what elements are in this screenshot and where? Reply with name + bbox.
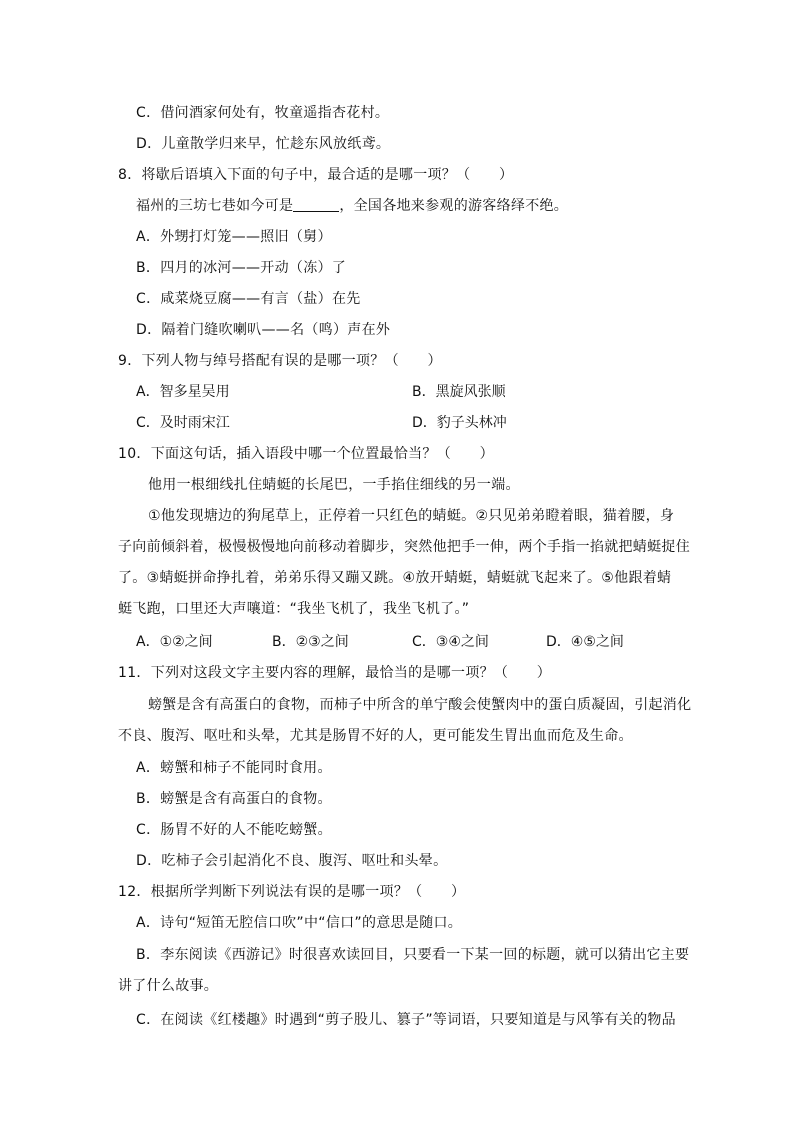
question-11-passage-line-2: 不良、腹泻、呕吐和头晕，尤其是肠胃不好的人，更可能发生胃出血而危及生命。 [118, 728, 633, 744]
question-10-passage-line-3: 了。③蜻蜓拼命挣扎着，弟弟乐得又蹦又跳。④放开蜻蜓，蜻蜓就飞起来了。⑤他跟着蜻 [118, 570, 672, 586]
question-11-option-b: B．螃蟹是含有高蛋白的食物。 [136, 791, 332, 807]
stem-part-b: ，全国各地来参观的游客络绎不绝。 [339, 198, 569, 214]
question-9-option-a: A．智多星吴用 [136, 384, 230, 400]
question-9: 9．下列人物与绰号搭配有误的是哪一项？（ ） [118, 353, 442, 369]
question-12-option-b-line-2: 讲了什么故事。 [118, 978, 219, 994]
question-8-option-d: D．隔着门缝吹喇叭——名（鸣）声在外 [136, 322, 391, 338]
question-8-option-c: C．咸菜烧豆腐——有言（盐）在先 [136, 291, 361, 307]
question-8: 8．将歇后语填入下面的句子中，最合适的是哪一项？（ ） [118, 167, 514, 183]
fill-blank [293, 197, 339, 212]
question-10-sentence: 他用一根细线扎住蜻蜓的长尾巴，一手掐住细线的另一端。 [148, 477, 520, 493]
question-12-option-c-line-1: C．在阅读《红楼趣》时遇到“剪子股儿、篡子”等词语，只要知道是与风筝有关的物品 [136, 1012, 676, 1028]
question-11-option-c: C．肠胃不好的人不能吃螃蟹。 [136, 822, 332, 838]
question-8-option-b: B．四月的冰河——开动（冻）了 [136, 260, 347, 276]
question-9-option-d: D．豹子头林冲 [412, 415, 507, 431]
question-12-option-b-line-1: B．李东阅读《西游记》时很喜欢读回目，只要看一下某一回的标题，就可以猜出它主要 [136, 947, 690, 963]
option-d-line: D．儿童散学归来早，忙趁东风放纸鸢。 [136, 136, 391, 152]
option-c-line: C．借问酒家何处有，牧童遥指杏花村。 [136, 105, 390, 121]
question-12: 12．根据所学判断下列说法有误的是哪一项？（ ） [118, 884, 466, 900]
question-10-passage-line-2: 子向前倾斜着，极慢极慢地向前移动着脚步，突然他把手一伸，两个手指一掐就把蜻蜓捉住 [118, 539, 690, 555]
question-10-option-b: B．②③之间 [272, 634, 349, 650]
question-9-option-b: B．黑旋风张顺 [412, 384, 506, 400]
question-8-option-a: A．外甥打灯笼——照旧（舅） [136, 229, 332, 245]
question-12-option-a: A．诗句“短笛无腔信口吹”中“信口”的意思是随口。 [136, 915, 463, 931]
question-11-option-d: D．吃柿子会引起消化不良、腹泻、呕吐和头晕。 [136, 853, 448, 869]
question-10-passage-line-4: 蜓飞跑，口里还大声嚷道：“我坐飞机了，我坐飞机了。” [118, 601, 470, 617]
question-11: 11．下列对这段文字主要内容的理解，最恰当的是哪一项？（ ） [118, 665, 552, 681]
question-10-option-a: A．①②之间 [136, 634, 213, 650]
stem-part-a: 福州的三坊七巷如今可是 [136, 198, 294, 214]
question-10-option-d: D．④⑤之间 [546, 634, 624, 650]
question-8-stem [136, 196, 568, 216]
question-9-option-c: C．及时雨宋江 [136, 415, 230, 431]
question-10: 10．下面这句话，插入语段中哪一个位置最恰当？（ ） [118, 446, 494, 462]
question-10-passage-line-1: ①他发现塘边的狗尾草上，正停着一只红色的蜻蜓。②只见弟弟瞪着眼，猫着腰，身 [148, 508, 675, 524]
question-10-option-c: C．③④之间 [412, 634, 489, 650]
question-11-option-a: A．螃蟹和柿子不能同时食用。 [136, 760, 332, 776]
question-11-passage-line-1: 螃蟹是含有高蛋白的食物，而柿子中所含的单宁酸会使蟹肉中的蛋白质凝固，引起消化 [148, 697, 692, 713]
